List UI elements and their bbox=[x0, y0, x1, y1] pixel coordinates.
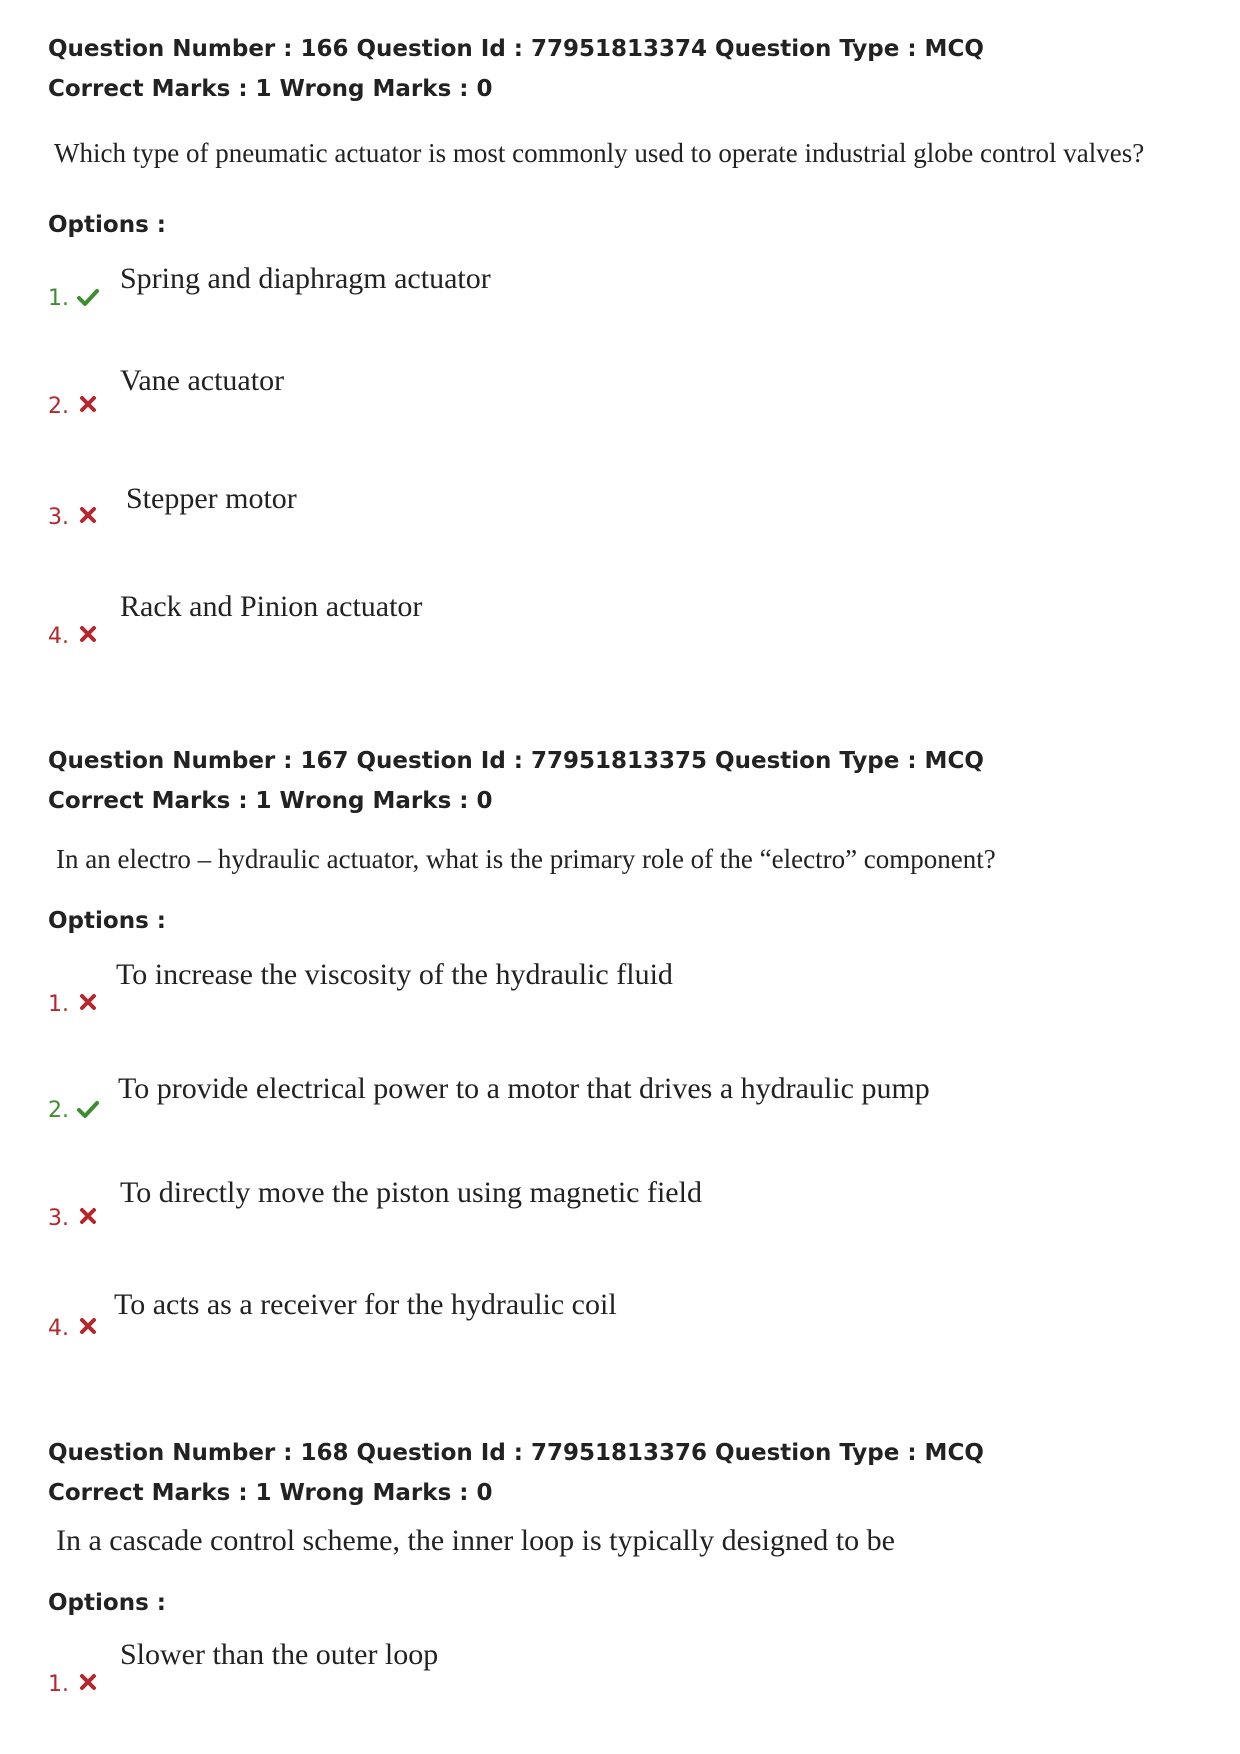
question-header: Question Number : 166 Question Id : 77951813374 Question Type : MCQ bbox=[48, 36, 984, 62]
check-icon bbox=[76, 285, 100, 309]
option-text: Rack and Pinion actuator bbox=[120, 590, 423, 623]
check-icon bbox=[76, 1097, 100, 1121]
option-number: 4. bbox=[48, 1316, 69, 1341]
question-text: Which type of pneumatic actuator is most commonly used to operate industrial globe control valves? bbox=[54, 138, 1145, 168]
cross-icon bbox=[76, 503, 100, 527]
cross-icon bbox=[76, 1314, 100, 1338]
question-marks: Correct Marks : 1 Wrong Marks : 0 bbox=[48, 788, 493, 814]
option-text: To increase the viscosity of the hydraulic fluid bbox=[116, 958, 673, 991]
option-number: 2. bbox=[48, 1098, 69, 1123]
option-text: Vane actuator bbox=[120, 364, 285, 397]
option-number: 4. bbox=[48, 624, 69, 649]
option-text: To directly move the piston using magnetic field bbox=[120, 1176, 702, 1209]
question-marks: Correct Marks : 1 Wrong Marks : 0 bbox=[48, 1480, 493, 1506]
option-text: Spring and diaphragm actuator bbox=[120, 262, 491, 295]
option-number: 3. bbox=[48, 505, 69, 530]
question-header: Question Number : 167 Question Id : 77951813375 Question Type : MCQ bbox=[48, 748, 984, 774]
option-number: 1. bbox=[48, 1672, 69, 1697]
option-number: 3. bbox=[48, 1206, 69, 1231]
cross-icon bbox=[76, 1670, 100, 1694]
question-text: In a cascade control scheme, the inner loop is typically designed to be bbox=[56, 1524, 895, 1557]
cross-icon bbox=[76, 392, 100, 416]
options-label: Options : bbox=[48, 212, 166, 238]
option-text: To provide electrical power to a motor that drives a hydraulic pump bbox=[118, 1072, 930, 1105]
cross-icon bbox=[76, 1204, 100, 1228]
question-text: In an electro – hydraulic actuator, what is the primary role of the “electro” component? bbox=[56, 844, 996, 874]
option-number: 2. bbox=[48, 394, 69, 419]
options-label: Options : bbox=[48, 908, 166, 934]
options-label: Options : bbox=[48, 1590, 166, 1616]
cross-icon bbox=[76, 990, 100, 1014]
option-text: To acts as a receiver for the hydraulic coil bbox=[114, 1288, 617, 1321]
cross-icon bbox=[76, 622, 100, 646]
option-text: Slower than the outer loop bbox=[120, 1638, 439, 1671]
question-header: Question Number : 168 Question Id : 77951813376 Question Type : MCQ bbox=[48, 1440, 984, 1466]
option-number: 1. bbox=[48, 992, 69, 1017]
option-number: 1. bbox=[48, 286, 69, 311]
option-text: Stepper motor bbox=[126, 482, 297, 515]
question-marks: Correct Marks : 1 Wrong Marks : 0 bbox=[48, 76, 493, 102]
